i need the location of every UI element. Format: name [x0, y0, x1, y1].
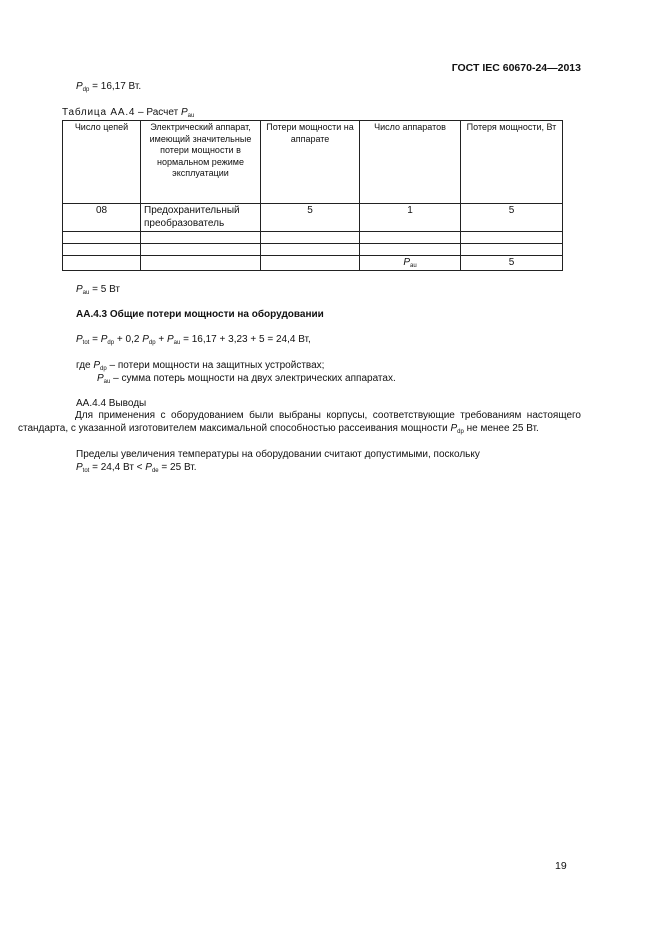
table-total-label: $P_{au}$ [360, 256, 461, 271]
total-loss-formula: $P_{tot} = P_{dp} + 0,2$ $P_{dp} + P_{au} = 16,17 + 3,23 + 5 = 24,4$ Вт, [76, 334, 311, 346]
table-header-row [63, 121, 563, 204]
conclusions-title: АА.4.4 Выводы [76, 398, 147, 409]
where-line-1: где $P_{dp}$ – потери мощности на защитных устройствах; [76, 360, 325, 372]
table-cell: 5 [261, 204, 360, 232]
table-cell: 5 [461, 204, 563, 232]
document-code: ГОСТ IEC 60670-24—2013 [451, 62, 581, 74]
section-title: АА.4.3 Общие потери мощности на оборудовании [76, 309, 324, 320]
table-row-empty [63, 232, 563, 244]
table-header-cell: Потери мощности на аппарате [261, 121, 360, 204]
table-header-cell: Электрический аппарат, имеющий значительные потери мощности в нормальном режиме эксплуатации [141, 121, 261, 204]
table-cell: 1 [360, 204, 461, 232]
table-header-cell: Число аппаратов [360, 121, 461, 204]
pdp-value-line: $P_{dp} = 16,17$ Вт. [76, 81, 142, 93]
table-cell: Предохранительный преобразователь [141, 204, 261, 232]
table-header-cell: Число цепей [63, 121, 141, 204]
page-number: 19 [555, 860, 567, 872]
conclusions-paragraph: Для применения с оборудованием были выбраны корпусы, соответствующие требованиям настоящего стандарта, с указанной изготовителем максимальной способностью рассеивания мощности $P_{dp}$ не менее 25 Вт. [18, 410, 581, 435]
pau-value-line: $P_{au} = 5$ Вт [76, 284, 121, 296]
table-total-value: 5 [461, 256, 563, 271]
table-row [63, 204, 563, 232]
table-caption: Таблица АА.4 – Расчет $P_{au}$ [62, 107, 195, 119]
table-cell: 08 [63, 204, 141, 232]
table-total-row [63, 256, 563, 271]
power-loss-table [62, 120, 563, 271]
final-inequality: $P_{tot} = 24,4$ Вт < $P_{de} = 25$ Вт. [76, 462, 197, 474]
table-row-empty [63, 244, 563, 256]
where-line-2: $P_{au}$ – сумма потерь мощности на двух электрических аппаратах. [97, 373, 396, 385]
table-header-cell: Потеря мощности, Вт [461, 121, 563, 204]
conclusions-paragraph-2: Пределы увеличения температуры на оборудовании считают допустимыми, поскольку [76, 449, 480, 460]
